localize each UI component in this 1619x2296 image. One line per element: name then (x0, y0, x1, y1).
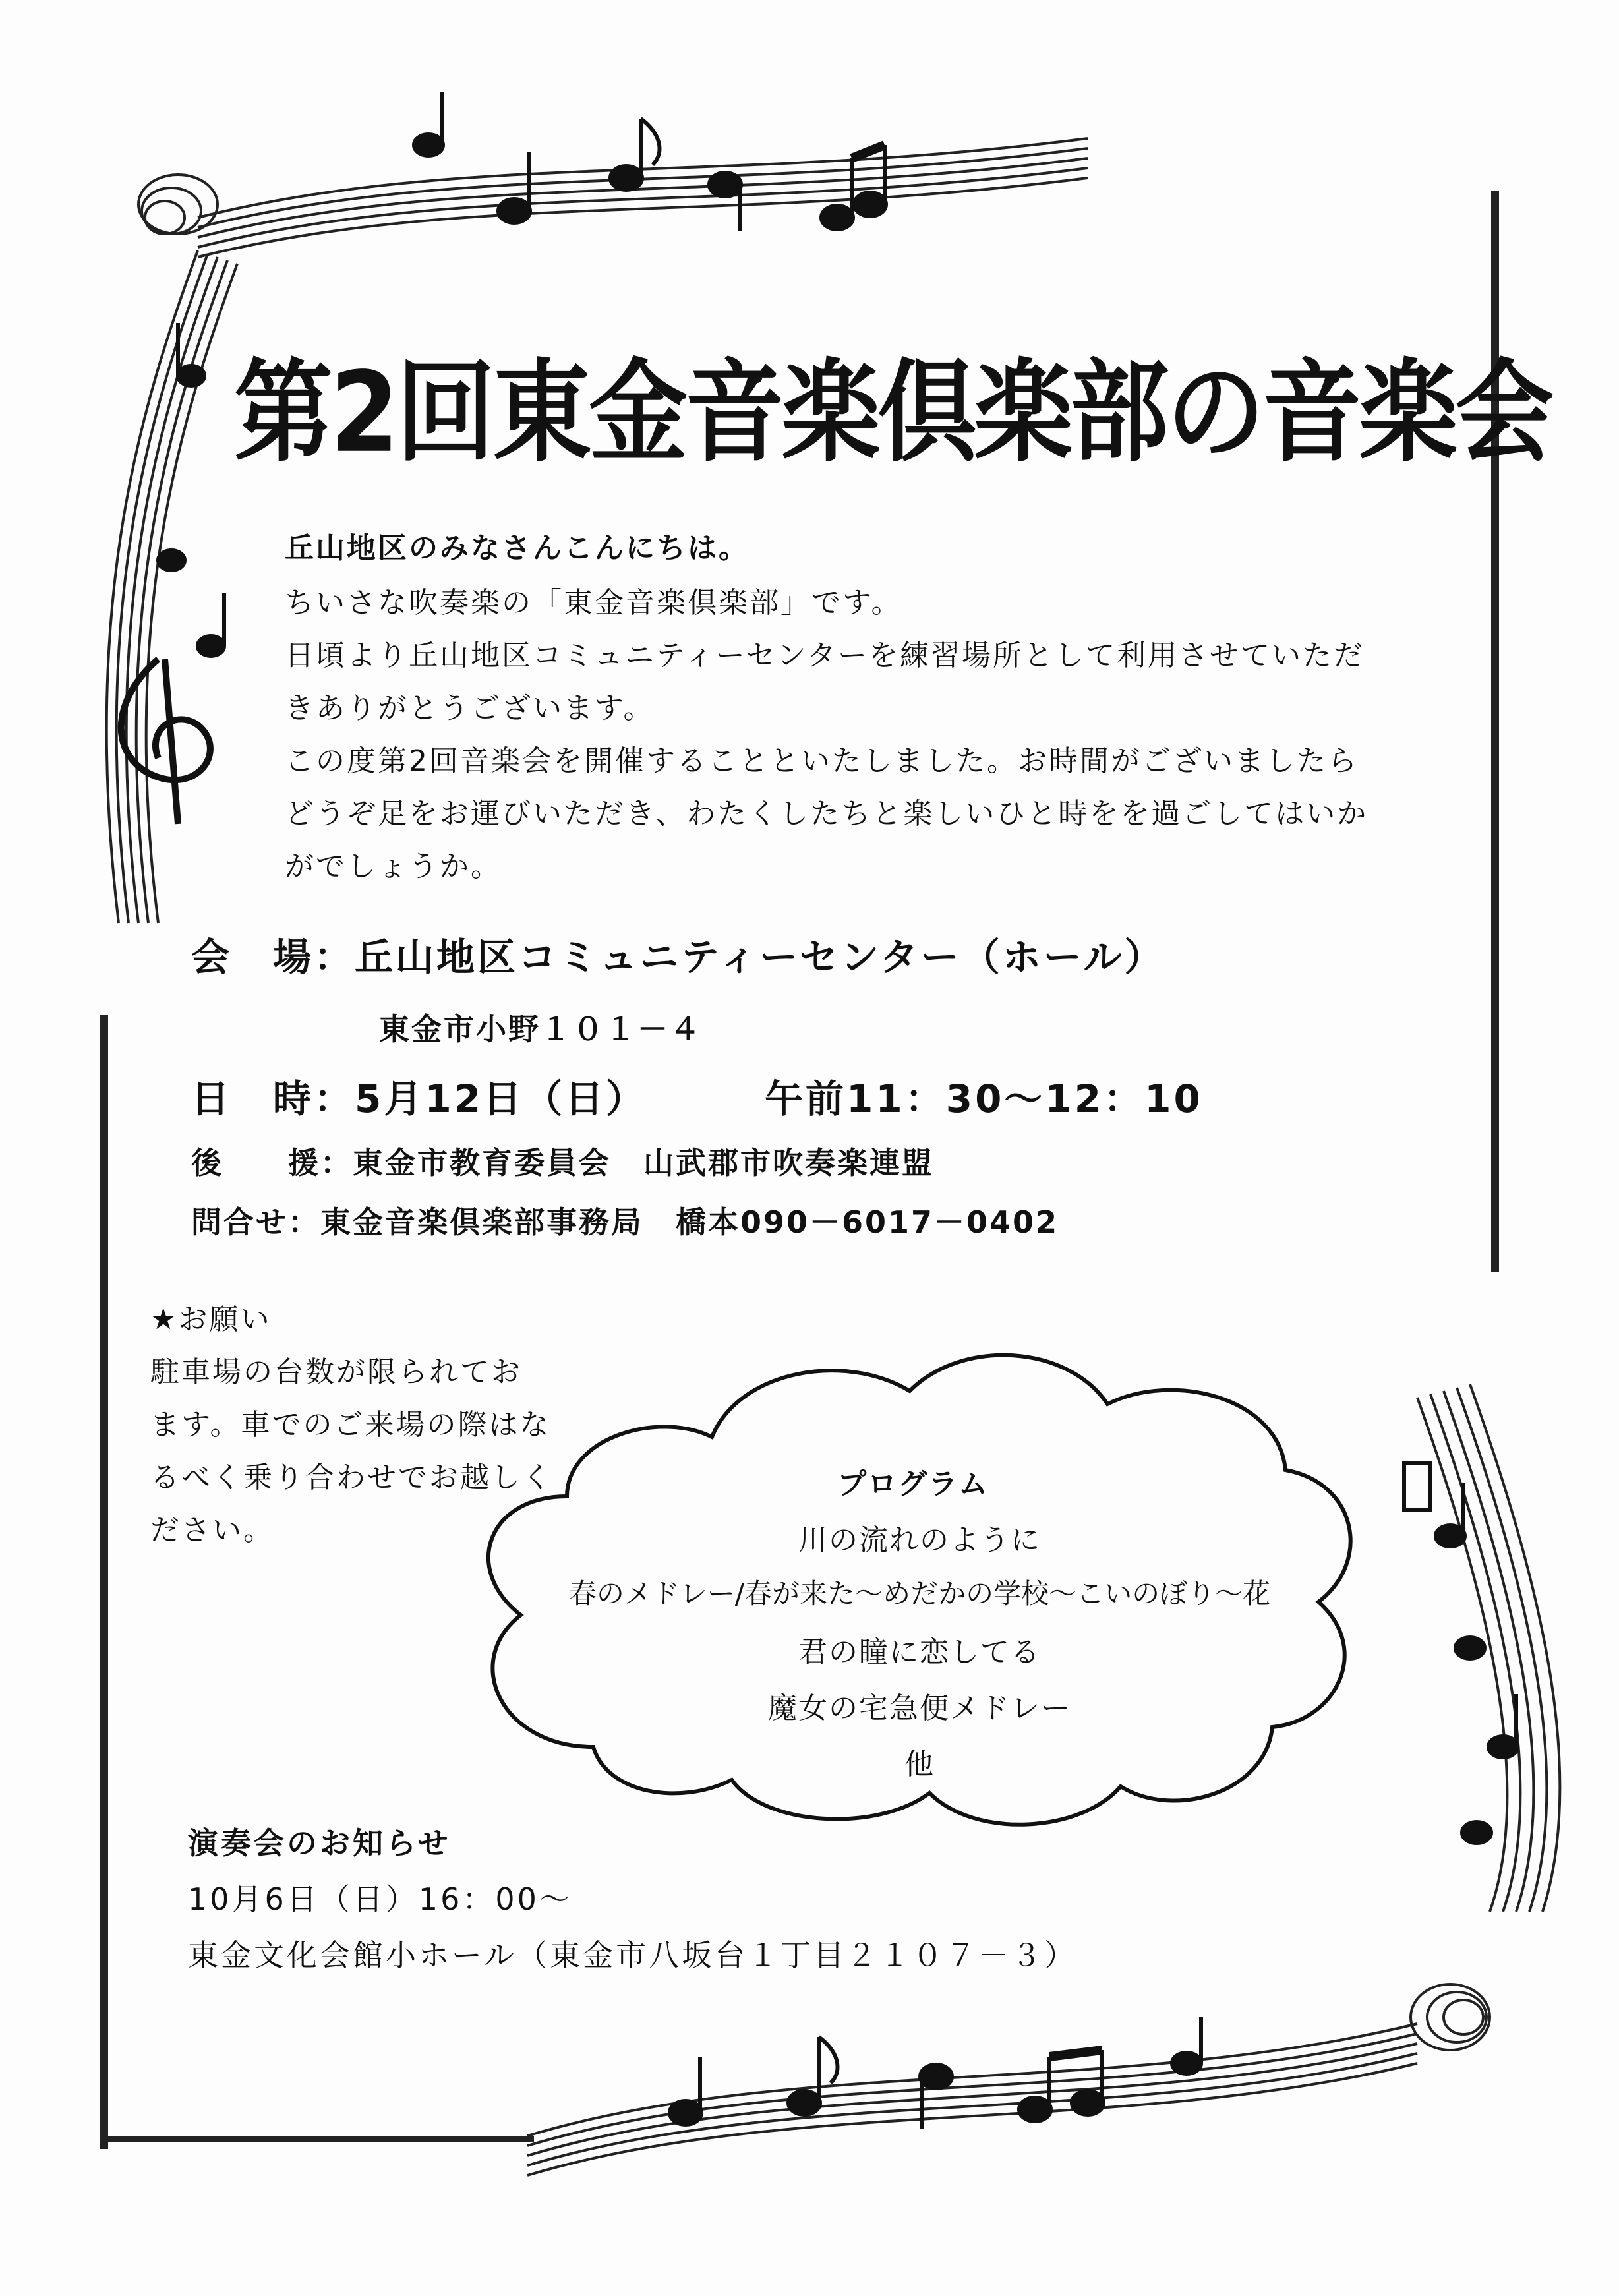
treble-clef-icon (121, 659, 210, 824)
venue-info: 会 場：丘山地区コミュニティーセンター（ホール） (191, 935, 1165, 980)
intro-line: どうぞ足をお運びいただき、わたくしたちと楽しいひと時をを過ごしてはいか (285, 797, 1369, 831)
request-line: ます。車でのご来場の際はな (150, 1408, 551, 1442)
program-item: 魔女の宅急便メドレー (768, 1692, 1071, 1725)
venue-address: 東金市小野１０１－４ (379, 1011, 702, 1047)
program-heading: プログラム (837, 1467, 989, 1501)
notice-place: 東金文化会館小ホール（東金市八坂台１丁目２１０７－３） (188, 1937, 1078, 1973)
request-line: ださい。 (150, 1514, 274, 1547)
intro-line: この度第2回音楽会を開催することといたしました。お時間がございましたら (285, 744, 1359, 778)
sponsor-info: 後 援：東金市教育委員会 山武郡市吹奏楽連盟 (191, 1145, 934, 1181)
request-heading: ★お願い (150, 1303, 272, 1336)
intro-greeting: 丘山地区のみなさんこんにちは。 (285, 531, 750, 565)
request-line: るべく乗り合わせでお越しく (150, 1461, 553, 1494)
left-staff-swoosh (107, 250, 237, 923)
program-item: 他 (904, 1748, 935, 1781)
contact-info: 問合せ：東金音楽倶楽部事務局 橋本090－6017－0402 (191, 1204, 1059, 1240)
program-item: 川の流れのように (798, 1523, 1041, 1557)
page-title: 第2回東金音楽倶楽部の音楽会 (234, 349, 1552, 478)
intro-line: 日頃より丘山地区コミュニティーセンターを練習場所として利用させていただ (285, 639, 1365, 672)
program-item: 君の瞳に恋してる (798, 1635, 1041, 1669)
left-border-line (100, 1015, 108, 2149)
event-date: 日 時：5月12日（日） (191, 1076, 647, 1121)
notice-date: 10月6日（日）16：00～ (188, 1881, 572, 1917)
intro-line: がでしょうか。 (285, 850, 502, 883)
bottom-border-line (105, 2136, 534, 2142)
intro-line: ちいさな吹奏楽の「東金音楽倶楽部」です。 (285, 586, 902, 620)
request-line: 駐車場の台数が限られてお (150, 1355, 522, 1389)
bottom-staff-swoosh (527, 1984, 1490, 2175)
intro-line: きありがとうございます。 (285, 692, 655, 725)
top-staff-swoosh (138, 138, 1088, 257)
event-time: 午前11：30～12：10 (765, 1076, 1203, 1121)
notice-heading: 演奏会のお知らせ (188, 1825, 451, 1861)
program-item: 春のメドレー/春が来た～めだかの学校～こいのぼり～花 (568, 1577, 1271, 1610)
